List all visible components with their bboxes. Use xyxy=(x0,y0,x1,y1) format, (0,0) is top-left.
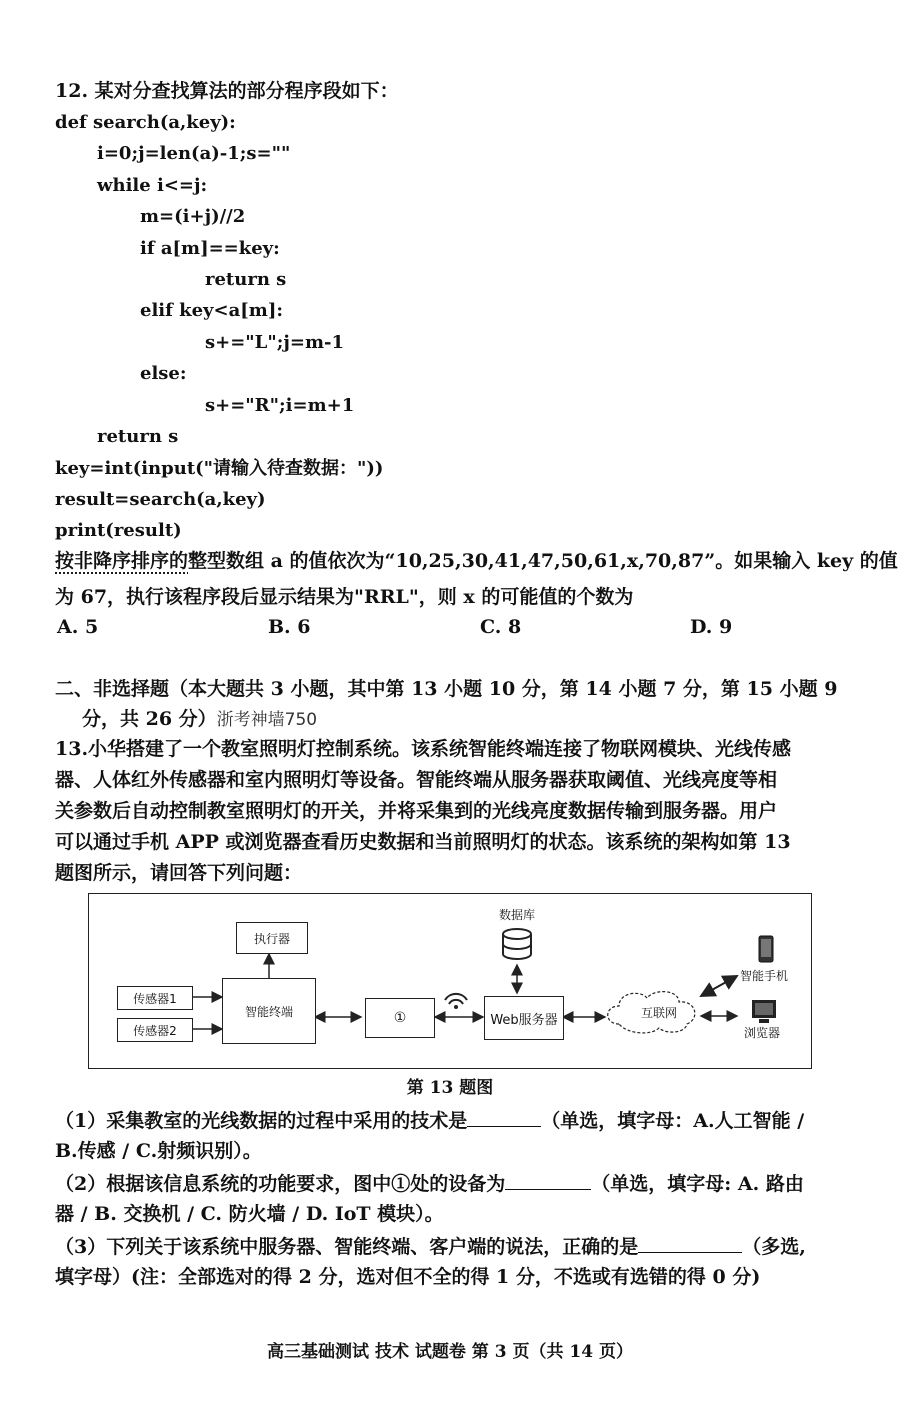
option-b: B. 6 xyxy=(268,616,311,638)
figure-caption: 第 13 题图 xyxy=(406,1078,494,1098)
code-line: return s xyxy=(97,426,179,447)
sub-question-2-cont: 器 / B. 交换机 / C. 防火墙 / D. IoT 模块）。 xyxy=(55,1203,444,1225)
sub-question-1-cont: B.传感 / C.射频识别）。 xyxy=(55,1140,262,1162)
answer-blank-3[interactable] xyxy=(638,1234,742,1253)
option-d: D. 9 xyxy=(690,616,733,638)
code-line: elif key<a[m]: xyxy=(140,300,283,321)
database-label: 数据库 xyxy=(499,908,536,922)
emphasis-text: 按非降序排序的 xyxy=(55,550,189,572)
section-header: 二、非选择题（本大题共 3 小题，其中第 13 小题 10 分，第 14 小题 7 分，第 15 小题 9 xyxy=(55,678,838,700)
answer-blank-2[interactable] xyxy=(505,1171,591,1190)
q12-stem-line1: 按非降序排序的整型数组 a 的值依次为“10,25,30,41,47,50,61,x,70,87”。如果输入 key 的值 xyxy=(55,550,898,572)
code-line: else: xyxy=(140,363,187,384)
sub-question-3-cont: 填字母）(注：全部选对的得 2 分，选对但不全的得 1 分，不选或有选错的得 0 分) xyxy=(55,1266,761,1288)
page-footer: 高三基础测试 技术 试题卷 第 3 页（共 14 页） xyxy=(267,1342,633,1362)
phone-label: 智能手机 xyxy=(740,969,789,983)
q13-text: 关参数后自动控制教室照明灯的开关，并将采集到的光线亮度数据传输到服务器。用户 xyxy=(55,800,778,822)
q13-text: 题图所示，请回答下列问题： xyxy=(55,862,303,884)
answer-blank-1[interactable] xyxy=(467,1108,541,1127)
option-a: A. 5 xyxy=(57,616,99,638)
q13-text: 可以通过手机 APP 或浏览器查看历史数据和当前照明灯的状态。该系统的架构如第 13 xyxy=(55,831,791,853)
sub-question-3: （3）下列关于该系统中服务器、智能终端、客户端的说法，正确的是 （多选, xyxy=(55,1236,806,1258)
q12-stem-line2: 为 67，执行该程序段后显示结果为"RRL"，则 x 的可能值的个数为 xyxy=(55,586,634,608)
code-line: s+="R";i=m+1 xyxy=(205,395,355,416)
q13-text: 器、人体红外传感器和室内照明灯等设备。智能终端从服务器获取阈值、光线亮度等相 xyxy=(55,769,778,791)
diagram-connectors xyxy=(89,894,811,1068)
code-line: def search(a,key): xyxy=(55,112,236,133)
watermark: 浙考神墙750 xyxy=(216,710,318,730)
executor-box: 执行器 xyxy=(236,922,308,954)
sub-question-2: （2）根据该信息系统的功能要求，图中①处的设备为 （单选，填字母: A. 路由 xyxy=(55,1173,804,1195)
internet-label: 互联网 xyxy=(641,1006,678,1020)
q12-title: 12. 某对分查找算法的部分程序段如下： xyxy=(55,80,399,102)
code-line: m=(i+j)//2 xyxy=(140,206,246,227)
code-line: print(result) xyxy=(55,520,182,541)
code-line: s+="L";j=m-1 xyxy=(205,332,344,353)
sensor1-box: 传感器1 xyxy=(117,986,193,1010)
code-line: if a[m]==key: xyxy=(140,238,280,259)
code-line: result=search(a,key) xyxy=(55,489,266,510)
device-1-box: ① xyxy=(365,998,435,1038)
section-header-cont: 分，共 26 分）浙考神墙750 xyxy=(82,708,318,730)
code-line: return s xyxy=(205,269,287,290)
sensor2-box: 传感器2 xyxy=(117,1018,193,1042)
web-server-box: Web服务器 xyxy=(484,996,564,1040)
architecture-diagram xyxy=(88,893,812,1069)
code-line: i=0;j=len(a)-1;s="" xyxy=(97,143,291,164)
terminal-box: 智能终端 xyxy=(222,978,316,1044)
sub-question-1: （1）采集教室的光线数据的过程中采用的技术是 （单选，填字母：A.人工智能 / xyxy=(55,1110,805,1132)
q13-text: 13.小华搭建了一个教室照明灯控制系统。该系统智能终端连接了物联网模块、光线传感 xyxy=(55,738,792,760)
code-line: while i<=j: xyxy=(97,175,208,196)
option-c: C. 8 xyxy=(480,616,522,638)
browser-label: 浏览器 xyxy=(744,1026,781,1040)
code-line: key=int(input("请输入待查数据：")) xyxy=(55,458,384,479)
